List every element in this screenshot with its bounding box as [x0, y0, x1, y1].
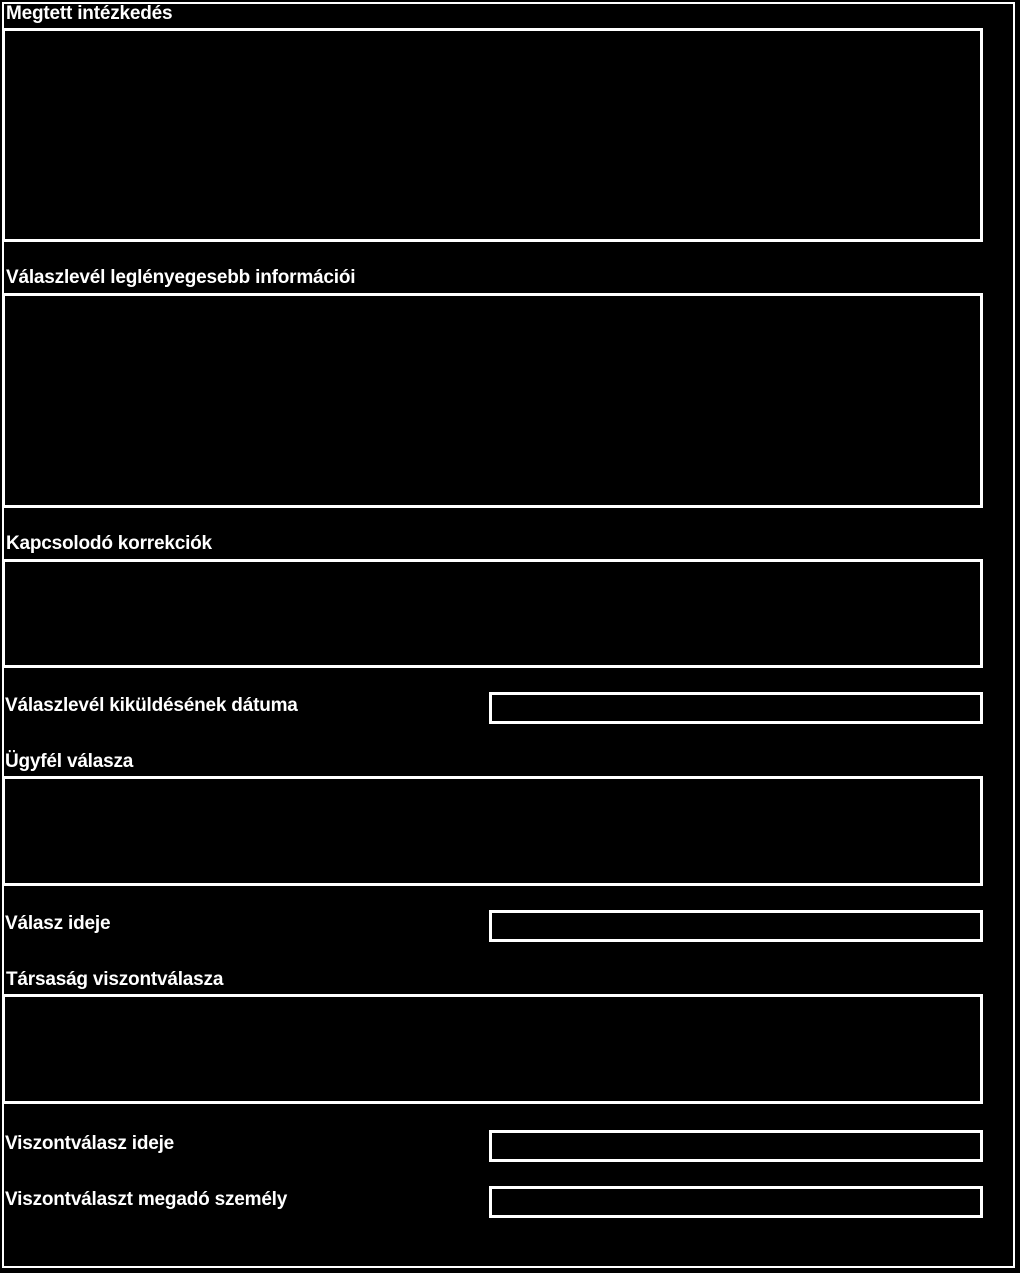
company-counter-reply-label: Társaság viszontválasza: [6, 969, 224, 990]
reply-time-label: Válasz ideje: [5, 913, 111, 934]
client-reply-label: Ügyfél válasza: [5, 751, 134, 772]
client-reply-textarea[interactable]: [2, 776, 983, 886]
counter-reply-time-input[interactable]: [489, 1130, 983, 1162]
reply-time-input[interactable]: [489, 910, 983, 942]
counter-reply-person-input[interactable]: [489, 1186, 983, 1218]
related-corrections-textarea[interactable]: [2, 559, 983, 668]
reply-letter-sent-date-label: Válaszlevél kiküldésének dátuma: [5, 695, 298, 716]
reply-letter-info-textarea[interactable]: [2, 293, 983, 508]
counter-reply-time-label: Viszontválasz ideje: [5, 1133, 175, 1154]
related-corrections-label: Kapcsolodó korrekciók: [6, 533, 212, 554]
company-counter-reply-textarea[interactable]: [2, 994, 983, 1104]
measures-taken-label: Megtett intézkedés: [6, 3, 173, 24]
measures-taken-textarea[interactable]: [2, 28, 983, 242]
reply-letter-info-label: Válaszlevél leglényegesebb információi: [6, 267, 356, 288]
counter-reply-person-label: Viszontválaszt megadó személy: [5, 1189, 288, 1210]
reply-letter-sent-date-input[interactable]: [489, 692, 983, 724]
